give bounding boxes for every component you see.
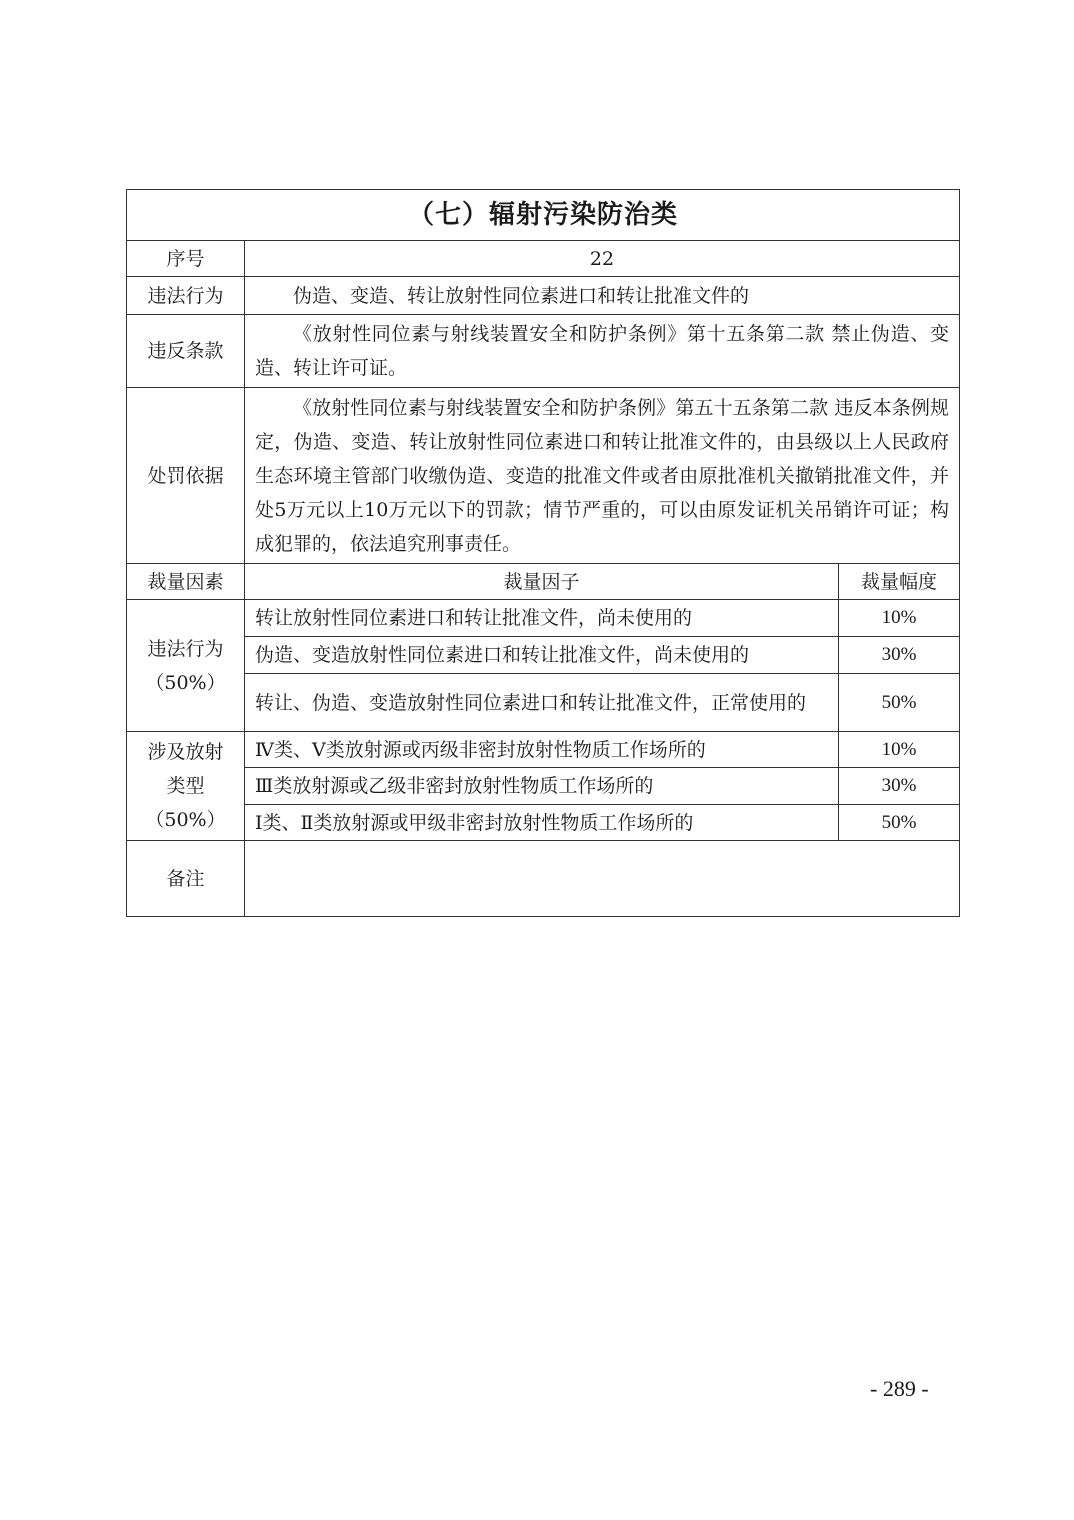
remarks-label: 备注 xyxy=(127,841,245,917)
remarks-value xyxy=(245,841,960,917)
group2-label-line2: 类型 xyxy=(166,775,205,797)
discretion-range-header: 裁量幅度 xyxy=(839,564,960,600)
group2-pct-3: 50% xyxy=(839,805,960,841)
group1-factor-2: 伪造、变造放射性同位素进口和转让批准文件，尚未使用的 xyxy=(245,637,839,674)
group2-factor-1: Ⅳ类、Ⅴ类放射源或丙级非密封放射性物质工作场所的 xyxy=(245,732,839,768)
group1-pct-2: 30% xyxy=(839,637,960,674)
group1-factor-3: 转让、伪造、变造放射性同位素进口和转让批准文件，正常使用的 xyxy=(245,674,839,732)
violation-label: 违法行为 xyxy=(127,277,245,315)
discretion-item-header: 裁量因子 xyxy=(245,564,839,600)
penalty-basis-label: 处罚依据 xyxy=(127,388,245,564)
group2-pct-1: 10% xyxy=(839,732,960,768)
group1-factor-1: 转让放射性同位素进口和转让批准文件，尚未使用的 xyxy=(245,600,839,637)
group2-label-line3: （50%） xyxy=(145,809,226,831)
group1-pct-3: 50% xyxy=(839,674,960,732)
violation-value: 伪造、变造、转让放射性同位素进口和转让批准文件的 xyxy=(245,277,960,315)
violated-clause-label: 违反条款 xyxy=(127,315,245,388)
serial-value: 22 xyxy=(245,241,960,277)
group2-factor-3: Ⅰ类、Ⅱ类放射源或甲级非密封放射性物质工作场所的 xyxy=(245,805,839,841)
penalty-basis-value: 《放射性同位素与射线装置安全和防护条例》第五十五条第二款 违反本条例规定，伪造、变造、转让放射性同位素进口和转让批准文件的，由县级以上人民政府生态环境主管部门收缴伪造、变造的批准文件或者由原批准机关撤销批准文件，并处5万元以上10万元以下的罚款；情节严重的，可以由原发证机关吊销许可证；构成犯罪的，依法追究刑事责任。 xyxy=(245,388,960,564)
group2-label xyxy=(127,732,245,841)
penalty-table xyxy=(126,189,960,917)
group1-pct-1: 10% xyxy=(839,600,960,637)
table-title: （七）辐射污染防治类 xyxy=(127,190,960,241)
discretion-factor-header: 裁量因素 xyxy=(127,564,245,600)
group1-label-line1: 违法行为 xyxy=(147,637,224,660)
serial-label: 序号 xyxy=(127,241,245,277)
group1-label xyxy=(127,600,245,732)
group2-label-line1: 涉及放射 xyxy=(147,741,224,763)
page-number: - 289 - xyxy=(870,1376,929,1401)
group2-factor-2: Ⅲ类放射源或乙级非密封放射性物质工作场所的 xyxy=(245,768,839,805)
violated-clause-value: 《放射性同位素与射线装置安全和防护条例》第十五条第二款 禁止伪造、变造、转让许可证。 xyxy=(245,315,960,388)
group1-label-line2: （50%） xyxy=(145,671,226,694)
group2-pct-2: 30% xyxy=(839,768,960,805)
